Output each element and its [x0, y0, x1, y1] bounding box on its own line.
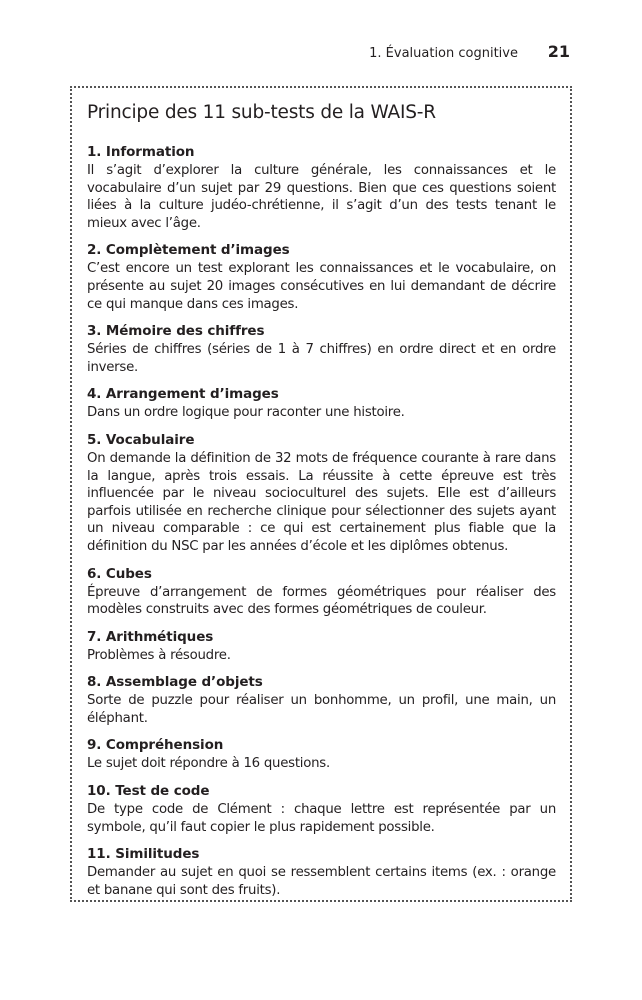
- subtest-section-cubes: [87, 566, 556, 619]
- subtests-box: [70, 86, 572, 902]
- subtest-description: De type code de Clément : chaque lettre est représentée par un symbole, qu’il faut copier le plus rapidement possible.: [87, 802, 556, 835]
- subtest-section-comprehension: [87, 737, 556, 773]
- subtest-description: Problèmes à résoudre.: [87, 647, 231, 663]
- subtest-section-arithmetiques: [87, 629, 556, 665]
- subtest-title: 1. Information: [87, 144, 195, 160]
- subtest-section-assemblage-objets: [87, 674, 556, 727]
- subtest-description: C’est encore un test explorant les connaissances et le vocabulaire, on présente au sujet 20 images consécutives en lui demandant de décrire ce qui manque dans ces images.: [87, 261, 556, 312]
- subtest-title: 3. Mémoire des chiffres: [87, 323, 265, 340]
- subtest-title: 10. Test de code: [87, 783, 210, 800]
- subtest-description: Demander au sujet en quoi se ressemblent certains items (ex. : orange et banane qui sont des fruits).: [87, 865, 556, 898]
- subtest-description: Dans un ordre logique pour raconter une histoire.: [87, 405, 405, 421]
- subtest-title: 5. Vocabulaire: [87, 431, 195, 448]
- subtest-description: Séries de chiffres (séries de 1 à 7 chiffres) en ordre direct et en ordre inverse.: [87, 342, 556, 375]
- subtest-title: 2. Complètement d’images: [87, 242, 290, 259]
- subtests-box-content: [87, 102, 556, 909]
- subtest-title: 11. Similitudes: [87, 846, 200, 863]
- subtest-description: Sorte de puzzle pour réaliser un bonhomme, un profil, une main, un éléphant.: [87, 693, 556, 726]
- subtest-section-arrangement-images: [87, 386, 556, 422]
- subtest-title: 6. Cubes: [87, 565, 152, 582]
- subtest-description: Il s’agit d’explorer la culture générale, les connaissances et le vocabulaire d’un sujet par 29 questions. Bien que ces questions soient liées à la culture judéo-chrétienne, il s’agit d’un des tests tenant le mieux avec l’âge.: [87, 163, 556, 231]
- subtest-title: 4. Arrangement d’images: [87, 386, 279, 403]
- subtest-section-information: [87, 144, 556, 232]
- subtest-section-memoire-chiffres: [87, 323, 556, 376]
- chapter-title: 1. Évaluation cognitive: [369, 46, 518, 61]
- subtest-section-completement-images: [87, 242, 556, 313]
- subtest-section-test-code: [87, 783, 556, 836]
- subtest-title: 9. Compréhension: [87, 737, 224, 754]
- subtest-description: Le sujet doit répondre à 16 questions.: [87, 756, 330, 772]
- box-title: Principe des 11 sub-tests de la WAIS-R: [87, 102, 436, 123]
- subtest-title: 7. Arithmétiques: [87, 628, 214, 645]
- subtest-section-vocabulaire: [87, 432, 556, 556]
- page-number: 21: [547, 42, 570, 61]
- subtest-description: Épreuve d’arrangement de formes géométriques pour réaliser des modèles construits avec des formes géométriques de couleur.: [87, 584, 556, 618]
- subtest-description: On demande la définition de 32 mots de fréquence courante à rare dans la langue, après trois essais. La réussite à cette épreuve est très influencée par le niveau socioculturel des sujets. Elle est d’ailleurs parfois utilisée en recherche clinique pour sélectionner des sujets ayant un niveau comparable : ce qui est certainement plus fiable que la définition du NSC par les années d’école et les diplômes obtenus.: [87, 450, 556, 554]
- subtest-title: 8. Assemblage d’objets: [87, 674, 263, 691]
- running-header: [0, 40, 642, 62]
- subtest-section-similitudes: [87, 846, 556, 899]
